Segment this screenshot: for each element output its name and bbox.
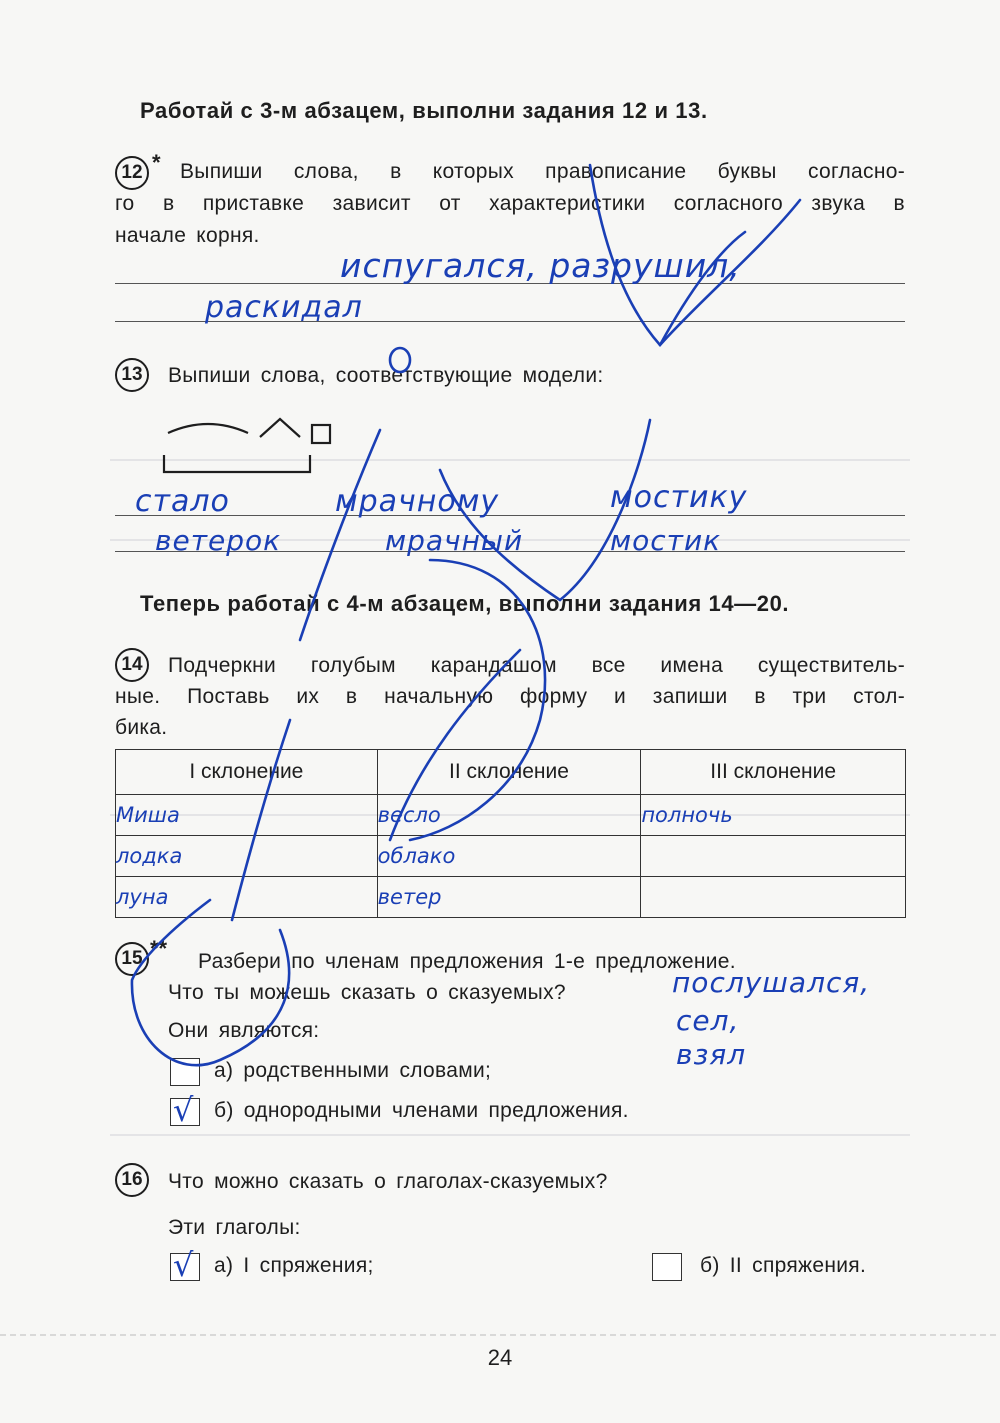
- task-number-12: 12: [115, 156, 149, 190]
- task-number-15: 15: [115, 942, 149, 976]
- checkbox-option-b[interactable]: [652, 1253, 682, 1281]
- task12-line1: Выпиши слова, в которых правописание буквы согласно-: [180, 160, 905, 183]
- task12-line3: начале корня.: [115, 224, 260, 247]
- column-header: II склонение: [377, 750, 641, 795]
- declension-table: [115, 749, 906, 918]
- task-number-13: 13: [115, 358, 149, 392]
- column-header: III склонение: [641, 750, 906, 795]
- option-b-label: б) II спряжения.: [700, 1254, 867, 1277]
- task13-text: Выпиши слова, соответствующие модели:: [168, 364, 604, 387]
- checkbox-option-a[interactable]: [170, 1246, 200, 1284]
- task14-line2: ные. Поставь их в начальную форму и запиши в три стол-: [115, 685, 905, 708]
- table-cell: [641, 877, 906, 918]
- task14-line1: Подчеркни голубым карандашом все имена существитель-: [168, 654, 905, 677]
- handwritten-answer-15: взял: [676, 1038, 747, 1071]
- handwritten-word: мостик: [610, 524, 722, 557]
- table-row: [116, 836, 906, 877]
- task15-line2: Что ты можешь сказать о сказуемых?: [168, 981, 566, 1004]
- check-mark-icon: √: [173, 1246, 195, 1284]
- task12-line2: го в приставке зависит от характеристики согласного звука в: [115, 192, 905, 215]
- table-cell: Миша: [116, 795, 378, 836]
- section-header-14-20: Теперь работай с 4-м абзацем, выполни задания 14—20.: [140, 591, 790, 616]
- task15-line1: Разбери по членам предложения 1-е предложение.: [198, 950, 736, 973]
- task15-lead: Они являются:: [168, 1019, 320, 1042]
- handwritten-answer-15: послушался,: [672, 966, 871, 999]
- task-number-14: 14: [115, 648, 149, 682]
- task-star: **: [150, 936, 168, 961]
- handwritten-word: мрачный: [385, 524, 524, 557]
- checkbox-option-a[interactable]: [170, 1058, 200, 1086]
- table-cell: облако: [377, 836, 641, 877]
- handwritten-word: ветерок: [155, 524, 282, 557]
- task16-text: Что можно сказать о глаголах-сказуемых?: [168, 1170, 608, 1193]
- handwritten-answer-12a: испугался, разрушил,: [340, 246, 741, 285]
- option-b-label: б) однородными членами предложения.: [214, 1099, 629, 1122]
- table-row: [116, 877, 906, 918]
- task-number-16: 16: [115, 1163, 149, 1197]
- table-cell: весло: [377, 795, 641, 836]
- handwritten-answer-15: сел,: [676, 1004, 740, 1037]
- table-cell: лодка: [116, 836, 378, 877]
- word-model-diagram: [160, 415, 360, 477]
- task16-lead: Эти глаголы:: [168, 1216, 301, 1239]
- table-row: [116, 795, 906, 836]
- answer-line: [115, 515, 905, 516]
- check-mark-icon: √: [173, 1091, 195, 1129]
- option-a-label: а) родственными словами;: [214, 1059, 492, 1082]
- handwritten-word: мрачному: [335, 484, 500, 519]
- handwritten-word: стало: [135, 484, 230, 519]
- option-a-label: а) I спряжения;: [214, 1254, 374, 1277]
- page-number: 24: [487, 1345, 513, 1370]
- column-header: I склонение: [116, 750, 378, 795]
- table-cell: полночь: [641, 795, 906, 836]
- handwritten-word: мостику: [610, 480, 748, 515]
- table-cell: ветер: [377, 877, 641, 918]
- table-cell: луна: [116, 877, 378, 918]
- checkbox-option-b[interactable]: [170, 1091, 200, 1129]
- task14-line3: бика.: [115, 716, 168, 739]
- section-header-12-13: Работай с 3-м абзацем, выполни задания 12 и 13.: [140, 98, 708, 123]
- handwritten-answer-12b: раскидал: [205, 290, 363, 325]
- table-cell: [641, 836, 906, 877]
- task-star: *: [152, 150, 161, 175]
